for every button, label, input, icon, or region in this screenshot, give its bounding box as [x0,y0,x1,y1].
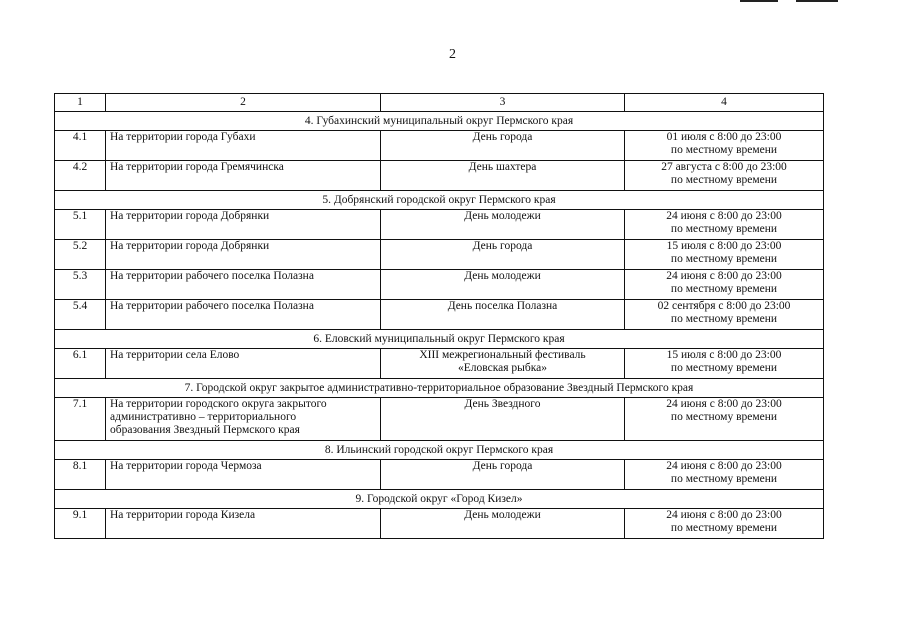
row-time-line: 27 августа с 8:00 до 23:00 [661,161,787,173]
row-event [381,161,625,191]
row-event [381,460,625,490]
row-number: 5.4 [55,300,106,330]
row-event-line: День молодежи [464,270,541,282]
row-place [106,300,381,330]
row-time-line: 15 июля с 8:00 до 23:00 [666,240,782,252]
section-title: 8. Ильинский городской округ Пермского края [55,441,824,460]
header-col-4: 4 [625,94,824,112]
row-number: 9.1 [55,509,106,539]
table-row [55,210,824,240]
section-title: 4. Губахинский муниципальный округ Пермского края [55,112,824,131]
row-event-line: «Еловская рыбка» [457,362,547,374]
table-row [55,131,824,161]
row-event [381,210,625,240]
section-row [55,441,824,460]
page-number: 2 [449,47,456,62]
row-place-line: На территории города Губахи [110,131,256,143]
row-place-line: На территории города Чермоза [110,460,262,472]
table-row [55,509,824,539]
row-place [106,161,381,191]
section-row [55,112,824,131]
row-place-line: На территории городского округа закрытого [110,398,327,410]
row-time [625,460,824,490]
header-col-2: 2 [106,94,381,112]
row-time-line: по местному времени [670,362,778,374]
table-row [55,161,824,191]
row-time-line: по местному времени [670,522,778,534]
row-place-line: образования Звездный Пермского края [110,424,300,436]
row-number: 8.1 [55,460,106,490]
row-number: 7.1 [55,398,106,441]
table-header-row [55,94,824,112]
row-place [106,131,381,161]
row-place [106,398,381,441]
row-time-line: по местному времени [670,313,778,325]
row-event-line: День города [472,131,533,143]
row-place [106,509,381,539]
row-event-line: День шахтера [468,161,537,173]
row-place [106,460,381,490]
section-title: 6. Еловский муниципальный округ Пермского края [55,330,824,349]
row-event [381,131,625,161]
row-event [381,349,625,379]
section-title: 5. Добрянский городской округ Пермского края [55,191,824,210]
section-title: 9. Городской округ «Город Кизел» [55,490,824,509]
section-row [55,379,824,398]
row-time-line: 24 июня с 8:00 до 23:00 [666,210,782,222]
row-place-line: На территории села Елово [110,349,240,361]
row-time-line: по местному времени [670,283,778,295]
row-event [381,509,625,539]
table-row [55,240,824,270]
table-row [55,270,824,300]
row-time [625,240,824,270]
row-event [381,270,625,300]
row-place [106,210,381,240]
events-table [54,93,824,539]
row-place-line: административно – территориального [110,411,297,423]
row-time-line: по местному времени [670,473,778,485]
row-event [381,300,625,330]
row-place-line: На территории рабочего поселка Полазна [110,270,314,282]
row-place-line: На территории города Добрянки [110,210,270,222]
row-time-line: по местному времени [670,223,778,235]
scan-edge-mark [796,0,838,2]
row-time-line: по местному времени [670,253,778,265]
row-event-line: День города [472,240,533,252]
table-row [55,349,824,379]
row-time-line: 15 июля с 8:00 до 23:00 [666,349,782,361]
row-number: 6.1 [55,349,106,379]
table-row [55,398,824,441]
section-row [55,191,824,210]
row-place [106,349,381,379]
row-time [625,270,824,300]
row-time-line: 24 июня с 8:00 до 23:00 [666,398,782,410]
row-place-line: На территории города Гремячинска [110,161,284,173]
row-place-line: На территории рабочего поселка Полазна [110,300,314,312]
row-time-line: 02 сентября с 8:00 до 23:00 [657,300,791,312]
row-time [625,210,824,240]
row-number: 5.1 [55,210,106,240]
scan-edge-mark [740,0,778,2]
section-row [55,490,824,509]
row-time-line: по местному времени [670,411,778,423]
row-time [625,131,824,161]
row-place [106,270,381,300]
row-time [625,509,824,539]
row-place-line: На территории города Добрянки [110,240,270,252]
row-event [381,240,625,270]
row-event [381,398,625,441]
row-time-line: 01 июля с 8:00 до 23:00 [666,131,782,143]
section-row [55,330,824,349]
row-event-line: XIII межрегиональный фестиваль [419,349,586,361]
row-number: 5.3 [55,270,106,300]
row-event-line: День поселка Полазна [447,300,558,312]
row-time [625,398,824,441]
row-time-line: 24 июня с 8:00 до 23:00 [666,509,782,521]
row-time [625,300,824,330]
row-time-line: по местному времени [670,174,778,186]
row-place-line: На территории города Кизела [110,509,256,521]
row-event-line: День города [472,460,533,472]
row-event-line: День молодежи [464,509,541,521]
row-time-line: 24 июня с 8:00 до 23:00 [666,270,782,282]
row-number: 5.2 [55,240,106,270]
row-time-line: 24 июня с 8:00 до 23:00 [666,460,782,472]
table-row [55,460,824,490]
table-row [55,300,824,330]
section-title: 7. Городской округ закрытое административно-территориальное образование Звездный Пермского края [55,379,824,398]
row-event-line: День молодежи [464,210,541,222]
row-number: 4.1 [55,131,106,161]
row-number: 4.2 [55,161,106,191]
row-time [625,161,824,191]
row-time-line: по местному времени [670,144,778,156]
row-event-line: День Звездного [464,398,541,410]
header-col-1: 1 [55,94,106,112]
header-col-3: 3 [381,94,625,112]
row-place [106,240,381,270]
row-time [625,349,824,379]
